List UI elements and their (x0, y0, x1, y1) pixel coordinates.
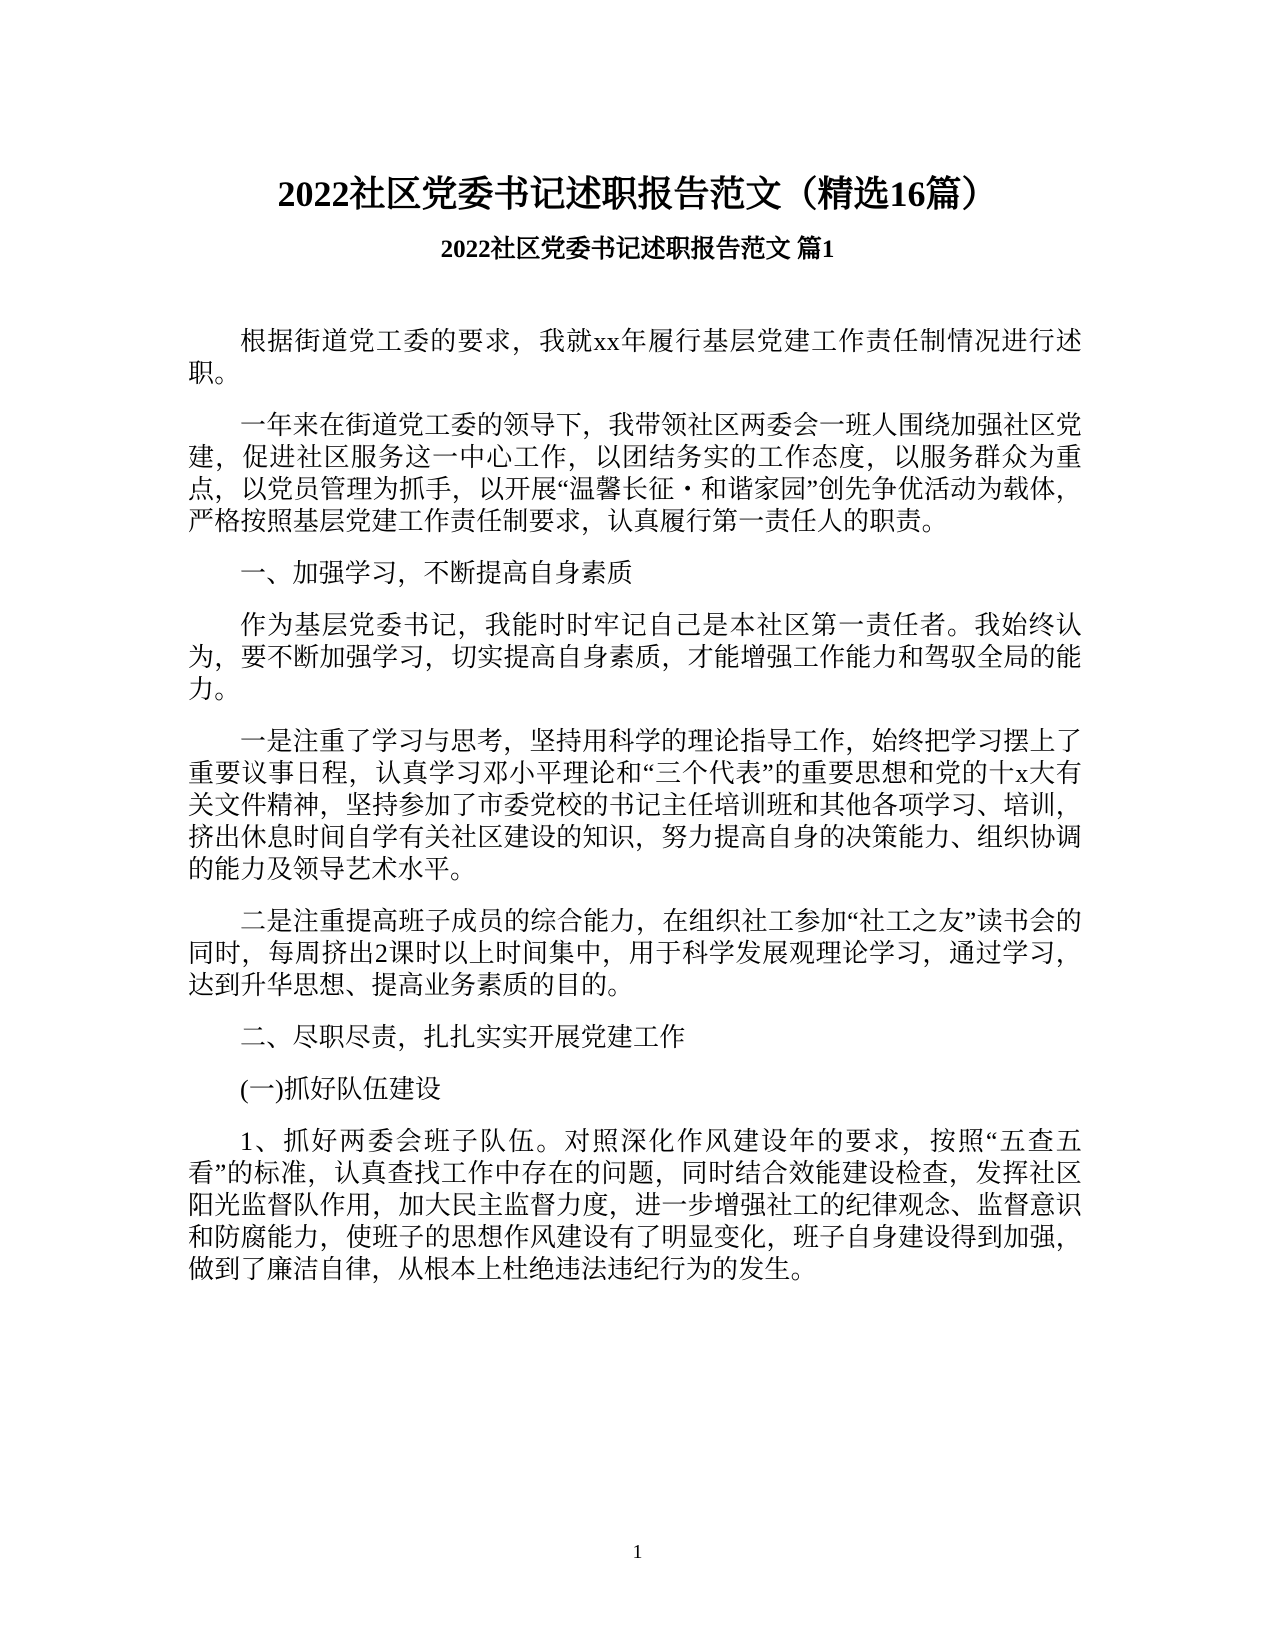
page-number: 1 (632, 1541, 643, 1563)
document-body (188, 326, 1082, 1306)
paragraph: 一是注重了学习与思考，坚持用科学的理论指导工作，始终把学习摆上了重要议事日程，认真学习邓小平理论和“三个代表”的重要思想和党的十x大有关文件精神，坚持参加了市委党校的书记主任培训班和其他各项学习、培训，挤出休息时间自学有关社区建设的知识，努力提高自身的决策能力、组织协调的能力及领导艺术水平。 (188, 727, 1082, 884)
section-heading: 二、尽职尽责，扎扎实实开展党建工作 (240, 1023, 686, 1052)
paragraph: 1、抓好两委会班子队伍。对照深化作风建设年的要求，按照“五查五看”的标准，认真查找工作中存在的问题，同时结合效能建设检查，发挥社区阳光监督队作用，加大民主监督力度，进一步增强社工的纪律观念、监督意识和防腐能力，使班子的思想作风建设有了明显变化，班子自身建设得到加强，做到了廉洁自律，从根本上杜绝违法违纪行为的发生。 (188, 1127, 1082, 1284)
paragraph: 根据街道党工委的要求，我就xx年履行基层党建工作责任制情况进行述职。 (188, 327, 1082, 388)
section-heading: 一、加强学习，不断提高自身素质 (240, 559, 634, 588)
section-subtitle: 2022社区党委书记述职报告范文 篇1 (440, 236, 835, 263)
paragraph: 一年来在街道党工委的领导下，我带领社区两委会一班人围绕加强社区党建，促进社区服务这一中心工作，以团结务实的工作态度，以服务群众为重点，以党员管理为抓手，以开展“温馨长征・和谐家园”创先争优活动为载体，严格按照基层党建工作责任制要求，认真履行第一责任人的职责。 (188, 411, 1082, 536)
document-title: 2022社区党委书记述职报告范文（精选16篇） (277, 174, 998, 214)
paragraph: 二是注重提高班子成员的综合能力，在组织社工参加“社工之友”读书会的同时，每周挤出2课时以上时间集中，用于科学发展观理论学习，通过学习，达到升华思想、提高业务素质的目的。 (188, 907, 1082, 1000)
paragraph: 作为基层党委书记，我能时时牢记自己是本社区第一责任者。我始终认为，要不断加强学习，切实提高自身素质，才能增强工作能力和驾驭全局的能力。 (188, 611, 1082, 704)
subsection-heading: (一)抓好队伍建设 (240, 1075, 442, 1104)
